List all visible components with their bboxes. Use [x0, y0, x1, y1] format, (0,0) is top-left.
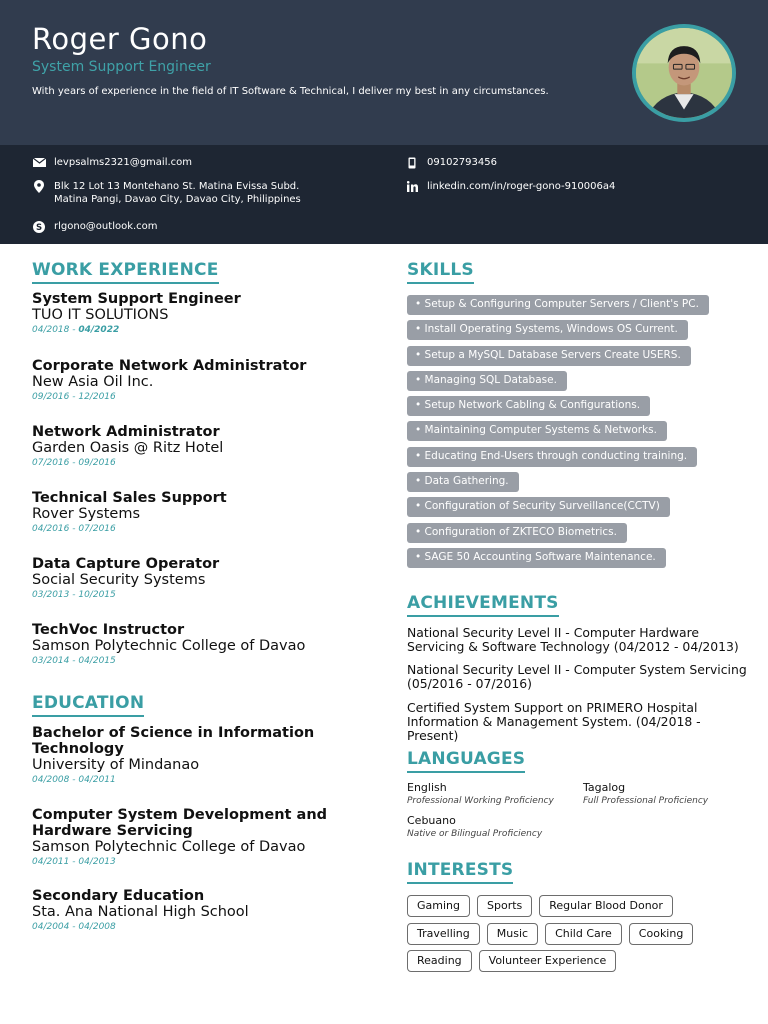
education-degree: Secondary Education: [32, 888, 205, 904]
work-date: 03/2014 - 04/2015: [32, 656, 116, 666]
skype-text: rlgono@outlook.com: [54, 221, 158, 232]
work-title: TechVoc Instructor: [32, 622, 185, 638]
education-school: Samson Polytechnic College of Davao: [32, 839, 306, 855]
address-line-1: Blk 12 Lot 13 Montehano St. Matina Evissa Subd.: [54, 181, 300, 192]
education-degree: Bachelor of Science in Information Technology: [32, 725, 315, 757]
skill-item: • Configuration of Security Surveillance(CCTV): [407, 497, 670, 517]
section-title-education: EDUCATION: [32, 693, 144, 717]
contact-linkedin[interactable]: [405, 180, 615, 193]
achievement-item: National Security Level II - Computer Hardware Servicing & Software Technology (04/2012 - 04/2013): [407, 625, 739, 654]
language-item: [407, 781, 554, 808]
profile-photo: [632, 24, 736, 122]
skill-item: • Managing SQL Database.: [407, 371, 567, 391]
interest-tag: Regular Blood Donor: [539, 895, 673, 917]
interest-tag: Child Care: [545, 923, 622, 945]
education-entry: [32, 725, 332, 787]
work-date: 09/2016 - 12/2016: [32, 392, 116, 402]
education-date: 04/2004 - 04/2008: [32, 922, 116, 932]
work-organization: TUO IT SOLUTIONS: [32, 307, 169, 323]
language-level: Professional Working Proficiency: [407, 796, 554, 806]
work-organization: Garden Oasis @ Ritz Hotel: [32, 440, 224, 456]
work-date: 07/2016 - 09/2016: [32, 458, 116, 468]
svg-text:S: S: [35, 222, 43, 233]
language-item: [583, 781, 708, 808]
section-title-work-experience: WORK EXPERIENCE: [32, 260, 219, 284]
work-date: 04/2018 - 04/2022: [32, 325, 120, 335]
work-title: Technical Sales Support: [32, 490, 227, 506]
section-title-skills: SKILLS: [407, 260, 474, 284]
skill-item: • Configuration of ZKTECO Biometrics.: [407, 523, 627, 543]
section-title-interests: INTERESTS: [407, 860, 513, 884]
skill-item: • Setup & Configuring Computer Servers / Client's PC.: [407, 295, 709, 315]
map-pin-icon: [32, 180, 46, 193]
section-title-languages: LANGUAGES: [407, 749, 525, 773]
work-entry: [32, 291, 362, 337]
skill-item: • SAGE 50 Accounting Software Maintenance.: [407, 548, 666, 568]
work-organization: Social Security Systems: [32, 572, 206, 588]
work-entry: [32, 556, 362, 602]
skill-item: • Install Operating Systems, Windows OS Current.: [407, 320, 688, 340]
work-title: Data Capture Operator: [32, 556, 220, 572]
linkedin-text: linkedin.com/in/roger-gono-910006a4: [427, 181, 616, 192]
contact-email[interactable]: [32, 156, 192, 169]
phone-text: 09102793456: [427, 157, 497, 168]
resume-header: [0, 0, 768, 145]
language-level: Full Professional Proficiency: [583, 796, 709, 806]
interest-tag: Volunteer Experience: [479, 950, 617, 972]
candidate-role: System Support Engineer: [32, 59, 211, 75]
envelope-icon: [32, 156, 46, 169]
achievement-item: Certified System Support on PRIMERO Hospital Information & Management System. (04/2018 - Present): [407, 700, 701, 743]
language-name: Cebuano: [407, 814, 456, 827]
work-title: Network Administrator: [32, 424, 220, 440]
work-organization: Samson Polytechnic College of Davao: [32, 638, 306, 654]
skill-item: • Educating End-Users through conducting training.: [407, 447, 697, 467]
skill-item: • Setup Network Cabling & Configurations.: [407, 396, 650, 416]
contact-phone[interactable]: [405, 156, 497, 169]
work-entry: [32, 424, 362, 470]
education-entry: [32, 807, 332, 869]
language-item: [407, 814, 542, 841]
interest-tag: Travelling: [407, 923, 480, 945]
skill-item: • Maintaining Computer Systems & Networks.: [407, 421, 667, 441]
achievement-item: National Security Level II - Computer System Servicing (05/2016 - 07/2016): [407, 662, 747, 691]
interest-tag: Gaming: [407, 895, 470, 917]
work-entry: [32, 358, 362, 404]
work-date: 04/2016 - 07/2016: [32, 524, 116, 534]
candidate-summary: With years of experience in the field of IT Software & Technical, I deliver my best in any circumstances.: [32, 86, 549, 97]
skill-item: • Setup a MySQL Database Servers Create USERS.: [407, 346, 691, 366]
language-name: Tagalog: [583, 781, 626, 794]
education-school: Sta. Ana National High School: [32, 904, 249, 920]
work-entry: [32, 622, 362, 668]
work-title: Corporate Network Administrator: [32, 358, 307, 374]
education-entry: [32, 888, 332, 934]
language-name: English: [407, 781, 447, 794]
education-date: 04/2008 - 04/2011: [32, 775, 116, 785]
section-title-achievements: ACHIEVEMENTS: [407, 593, 559, 617]
candidate-name: Roger Gono: [32, 22, 208, 56]
work-title: System Support Engineer: [32, 291, 241, 307]
work-organization: Rover Systems: [32, 506, 140, 522]
skype-icon: [32, 220, 46, 233]
education-date: 04/2011 - 04/2013: [32, 857, 116, 867]
skill-item: • Data Gathering.: [407, 472, 519, 492]
work-date: 03/2013 - 10/2015: [32, 590, 116, 600]
education-school: University of Mindanao: [32, 757, 200, 773]
education-degree: Computer System Development and Hardware Servicing: [32, 807, 328, 839]
interest-tag: Music: [487, 923, 538, 945]
contact-bar: [0, 145, 768, 244]
skills-list: [407, 295, 747, 573]
work-organization: New Asia Oil Inc.: [32, 374, 154, 390]
address-line-2: Matina Pangi, Davao City, Davao City, Philippines: [54, 194, 301, 205]
interests-list: [407, 895, 727, 978]
linkedin-icon: [405, 180, 419, 193]
language-level: Native or Bilingual Proficiency: [407, 829, 543, 839]
interest-tag: Sports: [477, 895, 532, 917]
interest-tag: Reading: [407, 950, 472, 972]
mobile-phone-icon: [405, 156, 419, 169]
contact-address: [32, 180, 354, 206]
contact-skype[interactable]: [32, 220, 158, 233]
email-text: levpsalms2321@gmail.com: [54, 157, 193, 168]
work-entry: [32, 490, 362, 536]
interest-tag: Cooking: [629, 923, 694, 945]
